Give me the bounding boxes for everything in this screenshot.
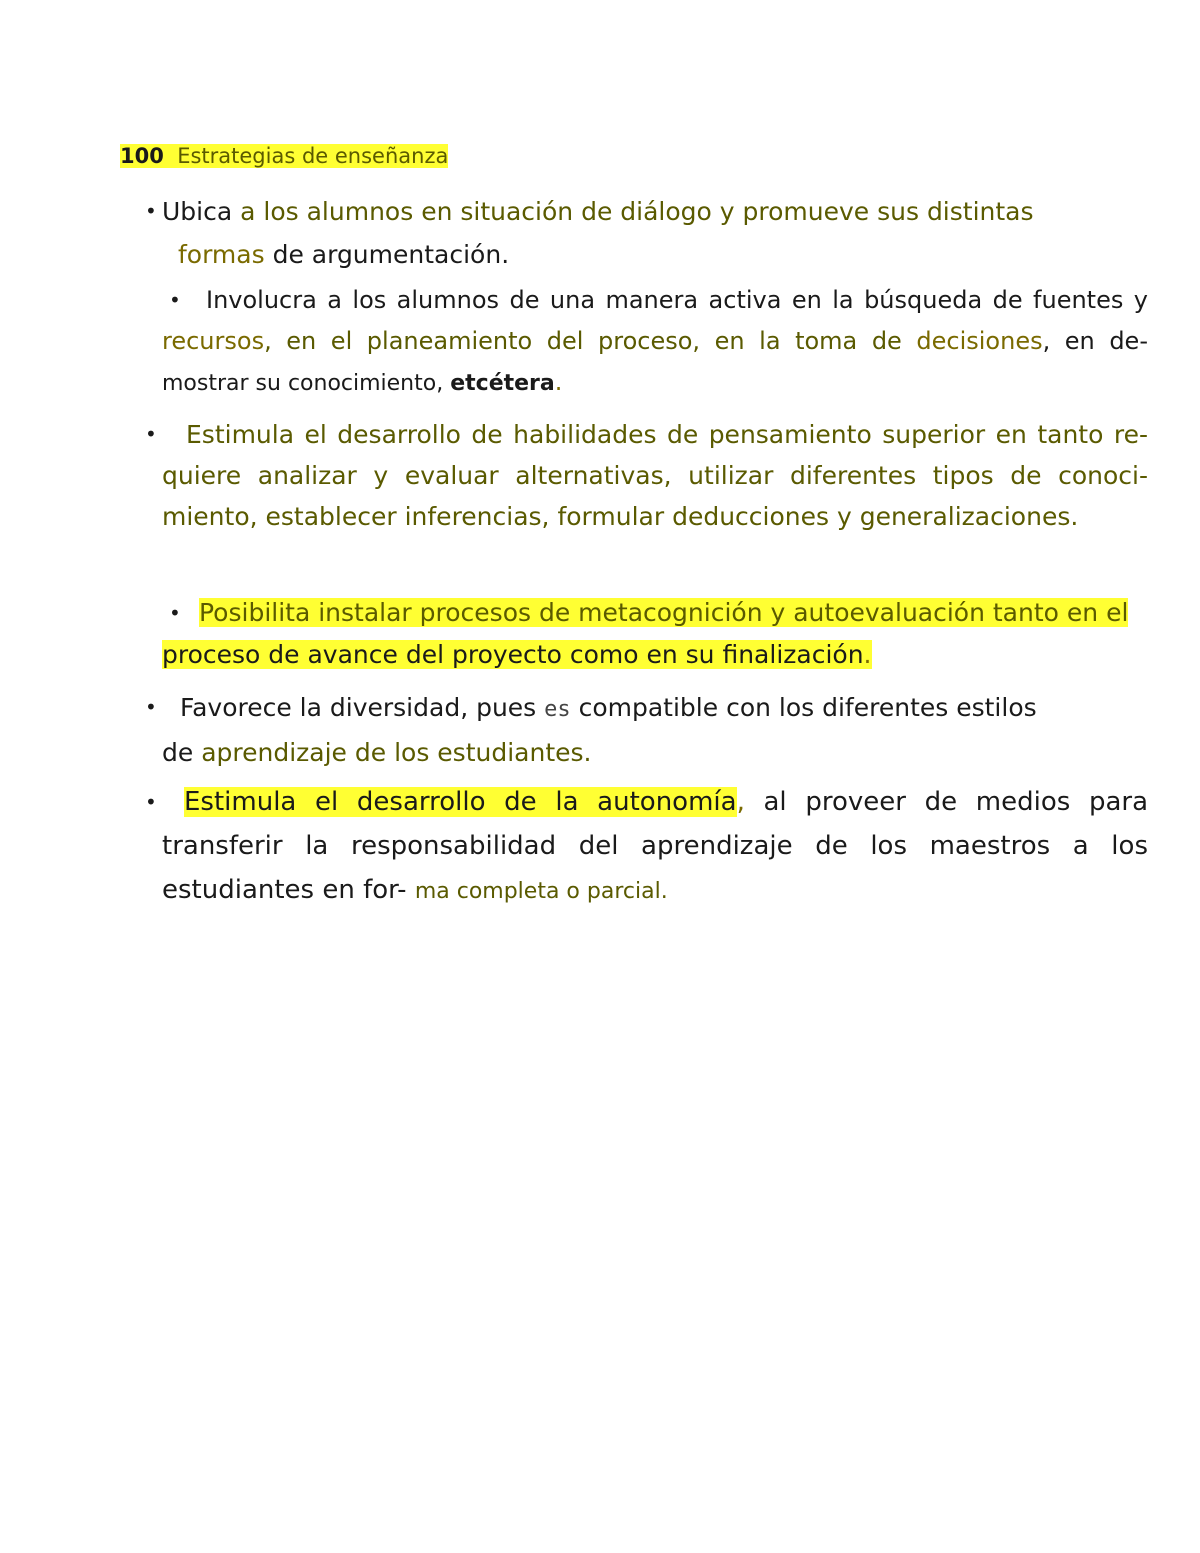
item-5-part-4: aprendizaje de los estudiantes.	[201, 738, 592, 767]
list-item	[145, 592, 1148, 676]
item-2-part-9: .	[554, 368, 563, 396]
list-item	[145, 280, 1148, 404]
item-1-part-2: a los alumnos en situación de diálogo y promueve sus distintas	[232, 197, 1034, 226]
item-2-part-1: Involucra a los alumnos de una manera activa en la búsqueda de fuentes y	[206, 286, 1148, 314]
item-5-part-3: compatible con los diferentes estilos de	[162, 693, 1037, 767]
item-2-part-4: decisiones	[916, 327, 1043, 355]
running-title: Estrategias de enseñanza	[177, 144, 449, 168]
item-1-part-1: Ubica	[162, 197, 233, 226]
list-item	[145, 190, 1148, 276]
item-6-part-4: ma completa o parcial.	[414, 879, 668, 904]
bullet-icon: •	[145, 695, 157, 719]
bullet-icon: •	[169, 601, 181, 625]
bullet-icon: •	[169, 288, 181, 312]
item-3-text: Estimula el desarrollo de habilidades de pensamiento superior en tanto re- quiere analizar y evaluar alternativas, utilizar diferentes tipos de conoci- miento, establecer inferencias, formular deducciones y generalizaciones.	[162, 420, 1148, 531]
page-number: 100	[120, 144, 164, 168]
item-4-part-3: .	[863, 640, 872, 669]
page-header	[120, 142, 448, 170]
item-2-part-6: mostrar su conocimiento	[162, 371, 437, 396]
item-6-part-3: al proveer de medios para transferir la responsabilidad del aprendizaje de los maestros a los estudiantes en for-	[162, 787, 1148, 905]
list-item	[145, 780, 1148, 914]
item-2-part-2: recursos	[162, 327, 265, 355]
item-2-part-8: etcétera	[450, 371, 555, 396]
list-item	[145, 686, 1148, 774]
item-5-part-2: es	[544, 697, 571, 722]
item-2-part-7: ,	[436, 371, 451, 396]
item-4-part-2: proceso de avance del proyecto como en su finalización	[162, 640, 864, 669]
item-2-part-5: , en de-	[1042, 327, 1148, 355]
item-4-part-1: Posibilita instalar procesos de metacognición y autoevaluación tanto en el	[199, 598, 1129, 627]
item-2-part-3: , en el planeamiento del proceso, en la toma de	[264, 327, 917, 355]
item-1-part-5: .	[501, 240, 510, 269]
item-6-part-1: Estimula el desarrollo de la autonomía	[184, 787, 737, 817]
item-1-part-4: de argumentación	[264, 240, 502, 269]
bullet-icon: •	[145, 790, 157, 814]
list-item	[145, 414, 1148, 537]
item-1-part-3: formas	[178, 240, 265, 269]
item-6-part-2: ,	[736, 787, 745, 817]
item-5-part-1: Favorece la diversidad, pues	[180, 693, 545, 722]
bullet-icon: •	[145, 199, 157, 223]
bullet-icon: •	[145, 422, 157, 446]
